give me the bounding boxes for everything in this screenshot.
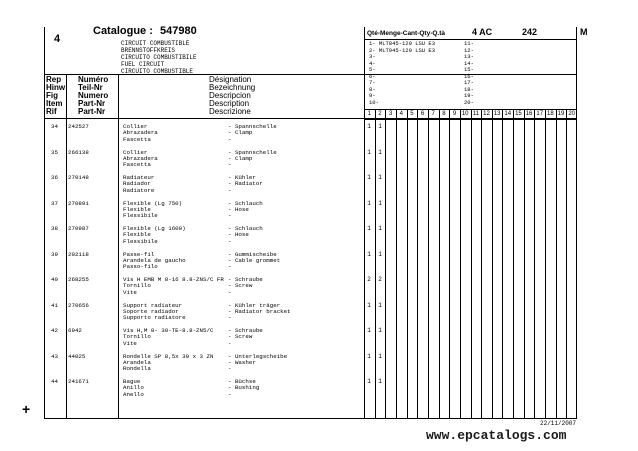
part-number: 270891 — [68, 199, 89, 207]
qty-column-number: 9 — [452, 111, 457, 117]
designation-text: Rondelle SP 8,5x 30 x 3 ZN — [123, 352, 214, 360]
model-line: 16- — [464, 72, 474, 80]
designation-translation: - Hose — [228, 205, 249, 213]
qty-value: 1 — [367, 327, 371, 334]
qty-value: 1 — [367, 378, 371, 385]
rep-label: Rif — [46, 107, 57, 116]
rep-number: 43 — [51, 352, 58, 360]
designation-translation: - — [228, 212, 232, 220]
qty-number-bottom-divider — [364, 119, 577, 120]
model-line: 3- — [369, 53, 376, 60]
designation-translation: - — [228, 288, 232, 296]
part-label: Part-Nr — [78, 107, 106, 116]
model-line: 20- — [464, 98, 474, 106]
designation-text: Abrazadera — [123, 129, 158, 137]
model-line: 15- — [464, 66, 474, 73]
designation-text: Vite — [123, 288, 137, 296]
qty-value: 1 — [378, 225, 382, 232]
designation-text: Flexible — [123, 205, 151, 213]
catalogue-number: 547980 — [160, 25, 197, 37]
rep-number: 40 — [51, 276, 58, 283]
designation-translation: - Schraube — [228, 276, 263, 283]
qty-column-number: 3 — [388, 111, 393, 117]
designation-text: Vis H EMB M 8-16 8.8-ZNS/C FR — [123, 276, 224, 283]
designation-label: Bezeichnung — [209, 83, 256, 92]
qty-value: 1 — [378, 327, 382, 334]
part-number: 6942 — [68, 327, 82, 334]
table-row — [44, 123, 577, 149]
rep-number: 44 — [51, 378, 58, 385]
qty-value: 2 — [367, 276, 371, 283]
designation-text: Fascetta — [123, 161, 151, 169]
designation-translation: - Büchse — [228, 378, 256, 385]
qty-column-number: 13 — [493, 111, 501, 117]
qty-value: 2 — [378, 276, 382, 283]
rep-label: Hinw — [46, 83, 66, 92]
watermark[interactable]: www.epcatalogs.com — [426, 428, 567, 443]
designation-text: Soporte radiador — [123, 307, 179, 315]
part-number: 241671 — [68, 378, 89, 385]
qty-value: 1 — [378, 148, 382, 156]
part-number: 270987 — [68, 225, 89, 232]
designation-translation: - Washer — [228, 358, 256, 366]
designation-text: Passo-filo — [123, 263, 158, 271]
part-label: Numéro — [78, 75, 109, 84]
designation-text: Flexible — [123, 231, 151, 239]
catalogue-label: Catalogue : — [93, 25, 153, 37]
designation-translation: - — [228, 365, 232, 373]
rep-label: Item — [46, 99, 63, 108]
qty-column-number: 15 — [515, 111, 522, 117]
qty-column-number: 4 — [399, 111, 403, 117]
designation-label: Description — [209, 99, 250, 108]
rep-number: 41 — [51, 301, 58, 309]
qty-value: 1 — [367, 250, 371, 258]
rep-number: 35 — [51, 148, 58, 156]
designation-translation: - — [228, 314, 232, 322]
plus-marker: + — [22, 401, 31, 417]
designation-translation: - — [228, 263, 232, 271]
designation-text: Support radiateur — [123, 301, 183, 309]
table-row — [44, 276, 577, 302]
designation-text: Supporto radiatore — [123, 314, 186, 322]
designation-label: Descrizione — [209, 107, 251, 116]
designation-text: Anillo — [123, 384, 144, 392]
designation-text: Tornillo — [123, 333, 151, 341]
qty-column-number: 18 — [547, 111, 554, 117]
designation-translation: - Kühler — [228, 174, 256, 181]
rep-label: Rep — [46, 75, 62, 84]
part-column-header — [78, 76, 108, 116]
qty-column-number: 8 — [442, 111, 446, 117]
designation-translation: - — [228, 161, 232, 169]
qty-value: 1 — [378, 378, 382, 385]
rep-number: 42 — [51, 327, 58, 334]
rep-number: 34 — [51, 123, 58, 130]
designation-text: Bague — [123, 378, 141, 385]
table-row — [44, 378, 577, 404]
table-row — [44, 302, 577, 328]
qty-column-number: 16 — [525, 111, 533, 117]
designation-text: Flessibile — [123, 212, 158, 220]
qty-number: 242 — [522, 27, 538, 37]
table-row — [44, 353, 577, 379]
qty-value: 1 — [367, 225, 371, 232]
designation-text: Tornillo — [123, 282, 151, 290]
designation-text: Passe-fil — [123, 250, 155, 258]
qty-value: 1 — [367, 174, 371, 181]
qty-value: 1 — [378, 301, 382, 309]
rep-number: 39 — [51, 250, 58, 258]
qty-column-number: 10 — [461, 111, 469, 117]
qty-value: 1 — [378, 250, 382, 258]
designation-text: Vite — [123, 339, 137, 347]
designation-text: Abrazadera — [123, 154, 158, 162]
part-number: 270148 — [68, 174, 89, 181]
part-label: Part-Nr — [78, 99, 106, 108]
qty-column-number: 20 — [568, 111, 575, 117]
designation-translation: - Hose — [228, 231, 249, 239]
model-line: 1- MLT845-120 LSU E3 — [369, 40, 436, 47]
designation-translation: - Unterlegscheibe — [228, 352, 288, 360]
designation-text: Flexible (Lg 1600) — [123, 225, 186, 232]
rep-column-header — [46, 76, 65, 116]
table-row — [44, 149, 577, 175]
engine-line: FUEL CIRCUIT — [121, 61, 165, 68]
engine-line: CIRCUITO COMBUSTIBLE — [121, 68, 194, 75]
qty-value: 1 — [367, 199, 371, 207]
qty-code: 4 AC — [472, 27, 493, 37]
models-list-right — [464, 41, 474, 106]
qty-value: 1 — [378, 123, 382, 130]
designation-text: Flessibile — [123, 237, 158, 245]
designation-translation: - Screw — [228, 333, 253, 341]
designation-text: Collier — [123, 123, 148, 130]
qty-column-number: 6 — [420, 111, 425, 117]
part-number: 44025 — [68, 352, 86, 360]
designation-text: Radiatore — [123, 186, 155, 194]
designation-text: Anello — [123, 390, 144, 398]
designation-text: Radiateur — [123, 174, 155, 181]
qty-column-number: 7 — [431, 111, 435, 117]
designation-translation: - Screw — [228, 282, 253, 290]
designation-text: Rondella — [123, 365, 151, 373]
qty-column-number: 17 — [536, 111, 544, 117]
designation-translation: - — [228, 186, 232, 194]
rep-label: Fig — [46, 91, 58, 100]
designation-translation: - Cable grommet — [228, 256, 281, 264]
qty-column-number: 14 — [504, 111, 512, 117]
designation-text: Arandela — [123, 358, 151, 366]
part-number: 242527 — [68, 123, 89, 130]
qty-value: 1 — [367, 301, 371, 309]
engine-line: CIRCUIT COMBUSTIBLE — [121, 40, 190, 47]
footer-date: 22/11/2007 — [540, 420, 577, 427]
table-row — [44, 200, 577, 226]
catalogue-sheet — [44, 25, 588, 427]
designation-translation: - Radiator bracket — [228, 307, 291, 315]
engine-line: CIRCUITO COMBUSTIBILE — [121, 54, 197, 61]
qty-value: 1 — [378, 199, 382, 207]
model-line: 8- — [369, 85, 376, 93]
designation-label: Descripcion — [209, 91, 251, 100]
designation-column-header — [209, 76, 255, 116]
designation-text: Vis H,M 8- 30-TE-8.8-ZN5/C — [123, 327, 214, 334]
qty-value: 1 — [378, 352, 382, 360]
designation-translation: - Schlauch — [228, 225, 263, 232]
models-list-left — [369, 41, 435, 106]
qty-column-number: 5 — [410, 111, 414, 117]
page-number: 4 — [54, 33, 61, 45]
model-line: 5- — [369, 66, 376, 73]
designation-translation: - Schlauch — [228, 199, 263, 207]
designation-text: Arandela de gaucho — [123, 256, 186, 264]
designation-text: Collier — [123, 148, 148, 156]
designation-translation: - — [228, 237, 232, 245]
model-line: 18- — [464, 85, 474, 93]
part-number: 266138 — [68, 148, 89, 156]
part-number: 270656 — [68, 301, 89, 309]
designation-translation: - Radiator — [228, 180, 263, 188]
qty-value: 1 — [378, 174, 382, 181]
table-row — [44, 251, 577, 277]
part-number: 268255 — [68, 276, 89, 283]
engine-circuit-names — [121, 40, 197, 75]
model-line: 11- — [464, 40, 474, 47]
model-line: 19- — [464, 92, 474, 99]
model-line: 7- — [369, 79, 376, 86]
model-line: 14- — [464, 59, 474, 67]
qty-column-number: 19 — [557, 111, 565, 117]
model-line: 2- MLT945-120 LSU E3 — [369, 46, 436, 54]
model-line: 12- — [464, 46, 474, 54]
designation-translation: - Spannschelle — [228, 148, 277, 156]
corner-letter: M — [580, 27, 588, 37]
model-line: 4- — [369, 59, 376, 67]
model-line: 10- — [369, 98, 379, 106]
designation-text: Radiador — [123, 180, 151, 188]
model-line: 17- — [464, 79, 474, 86]
part-label: Numero — [78, 91, 109, 100]
table-row — [44, 327, 577, 353]
table-row — [44, 174, 577, 200]
model-line: 6- — [369, 72, 376, 80]
designation-translation: - — [228, 390, 232, 398]
qty-value: 1 — [367, 123, 371, 130]
qty-title: Qté-Menge-Cant-Qty-Q.tà — [367, 30, 445, 37]
designation-translation: - — [228, 339, 232, 347]
qty-column-number: 11 — [472, 111, 479, 117]
designation-text: Flexible (Lg 750) — [123, 199, 183, 207]
part-number: 202118 — [68, 250, 89, 258]
designation-label: Désignation — [209, 75, 252, 84]
designation-translation: - Schraube — [228, 327, 263, 334]
model-line: 13- — [464, 53, 474, 60]
qty-column-number: 1 — [367, 111, 371, 117]
qty-column-number: 2 — [378, 111, 382, 117]
designation-translation: - Clamp — [228, 129, 253, 137]
model-line: 9- — [369, 92, 376, 99]
qty-value: 1 — [367, 148, 371, 156]
qty-column-number: 12 — [483, 111, 490, 117]
designation-translation: - Gummischeibe — [228, 250, 277, 258]
designation-translation: - — [228, 135, 232, 143]
part-label: Teil-Nr — [78, 83, 103, 92]
qty-value: 1 — [367, 352, 371, 360]
table-row — [44, 225, 577, 251]
designation-translation: - Kühler träger — [228, 301, 281, 309]
designation-translation: - Bushing — [228, 384, 260, 392]
engine-line: BRENNSTOFFKREIS — [121, 47, 176, 54]
designation-translation: - Spannschelle — [228, 123, 277, 130]
rep-number: 37 — [51, 199, 58, 207]
rep-number: 38 — [51, 225, 58, 232]
rep-number: 36 — [51, 174, 58, 181]
designation-translation: - Clamp — [228, 154, 253, 162]
designation-text: Fascetta — [123, 135, 151, 143]
